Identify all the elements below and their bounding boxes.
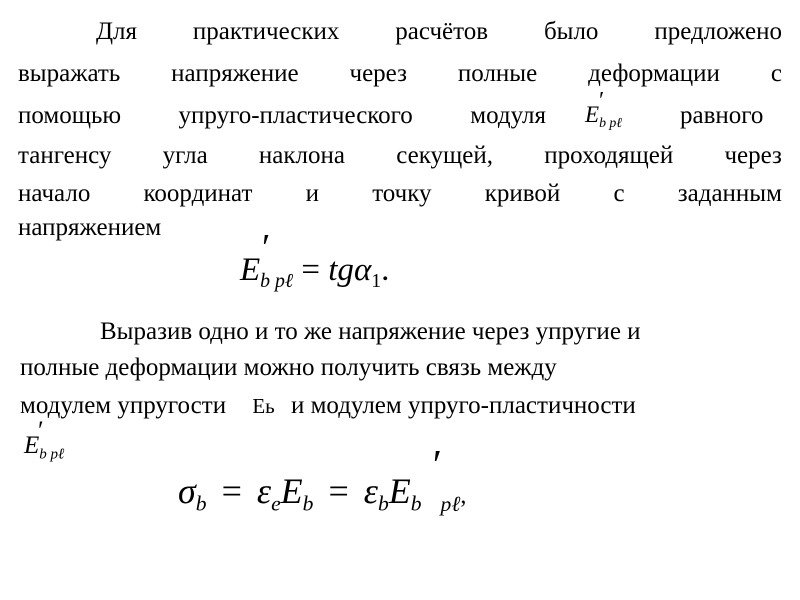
word: расчётов (395, 18, 489, 45)
sigma: σ (178, 471, 196, 511)
comma: , (460, 483, 467, 509)
eps1: ε (256, 471, 272, 511)
formula1-alpha-sub: 1 (371, 269, 382, 292)
modulus-letter: E (585, 102, 600, 127)
word: предложено (654, 18, 782, 45)
formula1-period: . (381, 252, 390, 288)
formula1-lhs-sub: b pℓ (260, 269, 294, 292)
formula-stress-relation (178, 443, 467, 517)
p2-line-1 (100, 316, 641, 348)
formula1-lhs-letter: E (240, 252, 261, 288)
word: через (349, 60, 407, 87)
word: наклона (258, 142, 345, 169)
eq2: = (328, 471, 349, 511)
modulus2-letter: E (24, 432, 40, 459)
word: начало (18, 180, 91, 207)
word: с (613, 180, 625, 207)
word: помощью (18, 102, 122, 129)
E2: E (388, 471, 411, 511)
E2-prime: ′ (432, 443, 442, 489)
inline-modulus-formula-2 (24, 416, 65, 463)
modulus2-prime: ′ (38, 416, 44, 445)
word: полные деформации можно получить связь между (20, 354, 557, 381)
E2-sub: b (410, 491, 422, 516)
p1-line-3-left (18, 100, 546, 132)
formula-modulus-tangent (240, 227, 390, 293)
word: напряжение (171, 60, 299, 87)
word: полные (457, 60, 538, 87)
modulus-prime: ′ (599, 88, 605, 114)
p2-line-3 (20, 390, 636, 422)
word: модуля (470, 102, 546, 129)
E2-group (388, 443, 442, 512)
word: точку (372, 180, 432, 207)
formula1-equals: = (301, 252, 321, 288)
modulus2-subscript: b pℓ (39, 446, 65, 463)
word: упруго-пластического (178, 102, 413, 129)
eq1: = (221, 471, 242, 511)
word: Выразив одно и то же напряжение через упругие и (100, 318, 641, 345)
p1-line-3-right (680, 100, 763, 132)
p1-line-5 (18, 178, 782, 210)
eps1-sub: e (271, 491, 281, 516)
word: кривой (484, 180, 561, 207)
word: координат (143, 180, 253, 207)
word: напряжением (18, 214, 162, 241)
formula1-alpha: α (353, 252, 372, 288)
eps2: ε (363, 471, 378, 511)
eb-symbol: Eь (252, 394, 275, 418)
word: угла (162, 142, 208, 169)
word: секущей, (396, 142, 493, 169)
p1-line-6 (18, 212, 782, 244)
modulus-subscript: b pℓ (599, 114, 623, 130)
eps2-sub: b (377, 491, 389, 516)
line-3-post: и модулем упруго-пластичности (290, 392, 636, 419)
E1-sub: b (302, 491, 314, 516)
word: проходящей (544, 142, 674, 169)
E2-sub2: pℓ (440, 491, 461, 516)
word: через (724, 142, 782, 169)
word: заданным (677, 180, 782, 207)
word: и (305, 180, 320, 207)
word: Для (96, 18, 138, 45)
word: было (543, 18, 599, 45)
sigma-sub: b (195, 491, 207, 516)
p1-line-1 (18, 16, 782, 48)
formula1-tg: tg (328, 252, 354, 288)
word: тангенсу (18, 142, 112, 169)
inline-modulus-formula (585, 88, 623, 131)
p1-line-4 (18, 140, 782, 172)
word: с (770, 60, 782, 87)
line-3-pre: модулем упругости (20, 392, 227, 419)
p2-line-2 (20, 352, 557, 384)
word: деформации (588, 60, 720, 87)
word: практических (192, 18, 340, 45)
E1: E (280, 471, 303, 511)
word: равного (680, 102, 764, 129)
formula1-prime: ′ (262, 227, 271, 269)
p1-line-2 (18, 58, 782, 90)
word: выражать (18, 60, 121, 87)
